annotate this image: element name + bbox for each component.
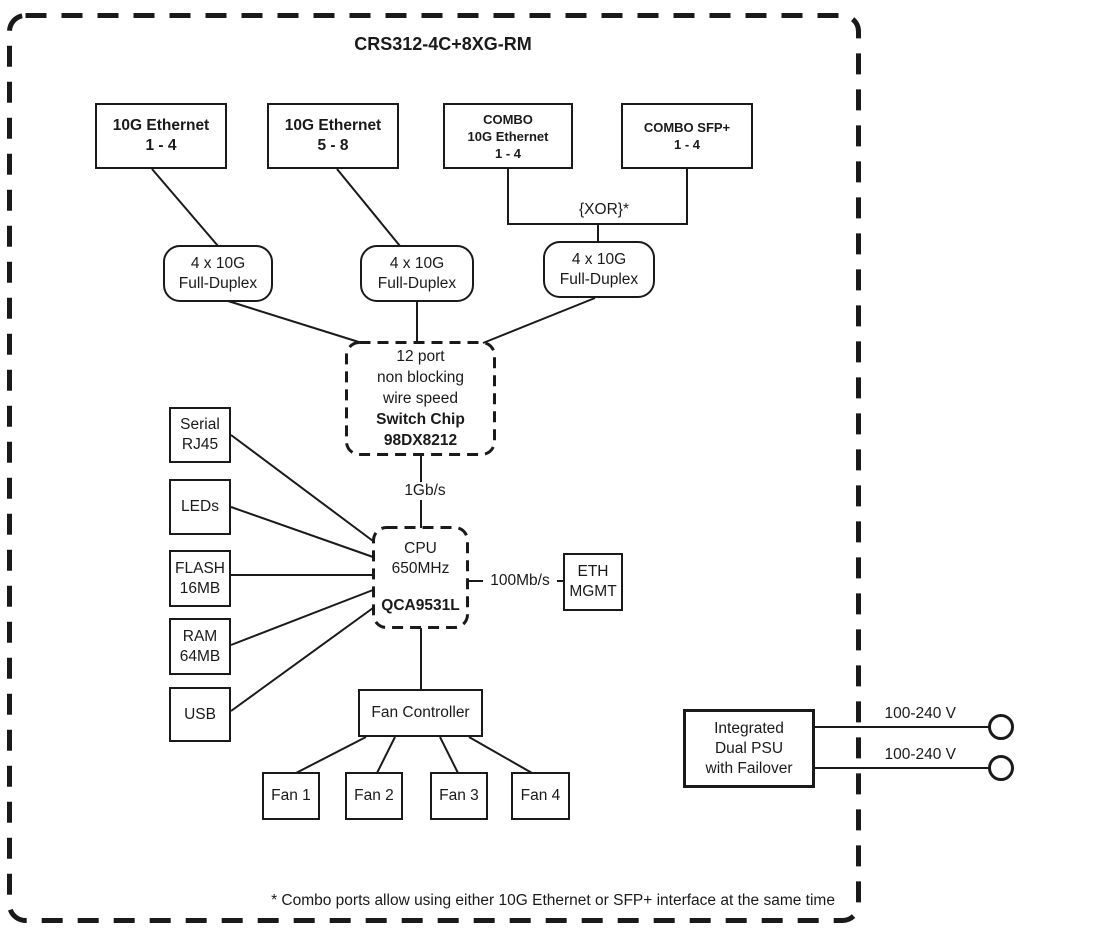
label-100mbs: 100Mb/s [483,572,557,590]
duplex-speed: 4 x 10G [190,254,246,272]
box-fan-4 [511,772,570,820]
connector-duplex3-switch [483,298,595,343]
box-10g-ethernet-1-4 [95,103,227,169]
power-inlet-1-icon [990,716,1013,739]
duplex-mode: Full-Duplex [559,270,639,288]
switch-chip-name: Switch Chip [376,411,465,428]
peripheral-label: LEDs [181,498,219,515]
peripheral-label: FLASH [175,559,225,577]
connector-fc-fan4 [469,737,532,773]
fan-label: Fan 1 [271,787,311,804]
footnote: * Combo ports allow using either 10G Ethernet or SFP+ interface at the same time [271,892,835,909]
box-eth-mgmt [563,553,623,611]
box-fan-3 [430,772,488,820]
box-10g-ethernet-5-8 [267,103,399,169]
port-group-label: 10G Ethernet [112,117,210,134]
mgmt-label: MGMT [569,583,617,600]
port-group-range: 1 - 4 [494,145,521,161]
node-duplex-3 [543,241,655,298]
psu-line: with Failover [705,759,793,777]
box-fan-controller [358,689,483,737]
connector-eth1-4-duplex [152,169,218,246]
power-inlet-2-icon [990,757,1013,780]
label-1gbs: 1Gb/s [395,482,455,500]
switch-chip-line: non blocking [376,369,465,386]
box-combo-10g-ethernet [443,103,573,169]
psu-line: Integrated [714,719,784,737]
label-xor: {XOR}* [579,201,629,218]
diagram-title: CRS312-4C+8XG-RM [354,34,532,54]
port-group-label: 10G Ethernet [467,128,549,144]
box-serial-rj45 [169,407,231,463]
connector-duplex1-switch [228,301,362,343]
box-ram [169,618,231,675]
fan-label: Fan 3 [439,787,479,804]
label-psu-input-1: 100-240 V [884,705,956,722]
peripheral-label: Serial [180,416,220,433]
connector-usb-cpu [231,608,373,711]
connector-fc-fan3 [440,737,458,773]
cpu-speed: 650MHz [391,560,450,577]
peripheral-label: RAM [182,627,218,645]
node-duplex-1 [163,245,273,302]
box-fan-2 [345,772,403,820]
label-psu-input-2: 100-240 V [884,746,956,763]
connector-fc-fan1 [296,737,366,773]
cpu-label: CPU [404,540,437,557]
connector-ram-cpu [231,590,373,645]
switch-chip-model: 98DX8212 [383,432,458,449]
peripheral-size: 16MB [179,579,221,597]
peripheral-size: 64MB [179,647,221,665]
box-switch-chip [346,342,495,455]
box-psu [683,709,815,788]
port-group-label: COMBO [483,111,533,127]
box-leds [169,479,231,535]
peripheral-label: USB [184,705,216,723]
duplex-speed: 4 x 10G [389,254,445,272]
cpu-model: QCA9531L [381,597,460,614]
fan-label: Fan 2 [354,787,394,804]
connector-leds-cpu [231,507,373,557]
connector-eth5-8-duplex [337,169,400,246]
switch-chip-line: wire speed [383,390,458,407]
node-duplex-2 [360,245,474,302]
box-combo-sfp [621,103,753,169]
port-group-range: 1 - 4 [145,137,177,154]
duplex-mode: Full-Duplex [178,274,258,292]
port-group-label: 10G Ethernet [284,117,382,134]
port-group-range: 1 - 4 [673,137,700,152]
connector-fc-fan2 [377,737,395,773]
port-group-label: COMBO SFP+ [643,120,731,135]
fan-label: Fan 4 [520,787,561,804]
switch-chip-line: 12 port [396,348,445,365]
fan-controller-label: Fan Controller [371,704,470,721]
box-usb [169,687,231,742]
duplex-speed: 4 x 10G [571,250,627,268]
box-flash [169,550,231,607]
box-fan-1 [262,772,320,820]
mgmt-label: ETH [577,563,609,580]
duplex-mode: Full-Duplex [377,274,457,292]
peripheral-label: RJ45 [181,436,219,453]
psu-line: Dual PSU [714,739,784,757]
box-cpu [373,527,468,628]
port-group-range: 5 - 8 [317,137,349,154]
